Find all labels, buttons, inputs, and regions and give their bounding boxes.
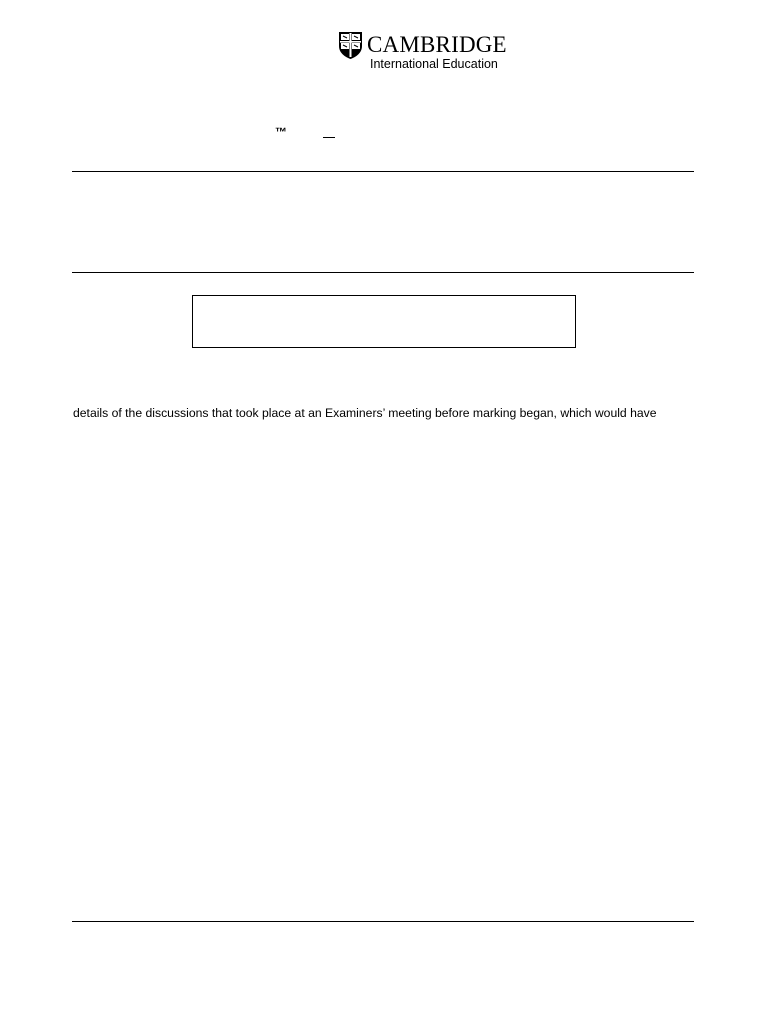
top-divider <box>72 171 694 172</box>
footer-divider <box>72 921 694 922</box>
crest-icon <box>338 31 363 60</box>
body-text-line: details of the discussions that took place at an Examiners’ meeting before marking began, which would have <box>73 406 657 420</box>
cambridge-logo <box>338 31 518 73</box>
header-divider <box>72 272 694 273</box>
underscore-mark <box>323 137 335 138</box>
logo-subtitle: International Education <box>370 57 498 71</box>
empty-boxed-area <box>192 295 576 348</box>
trademark-symbol: ™ <box>275 125 287 139</box>
logo-wordmark: CAMBRIDGE <box>367 32 507 57</box>
